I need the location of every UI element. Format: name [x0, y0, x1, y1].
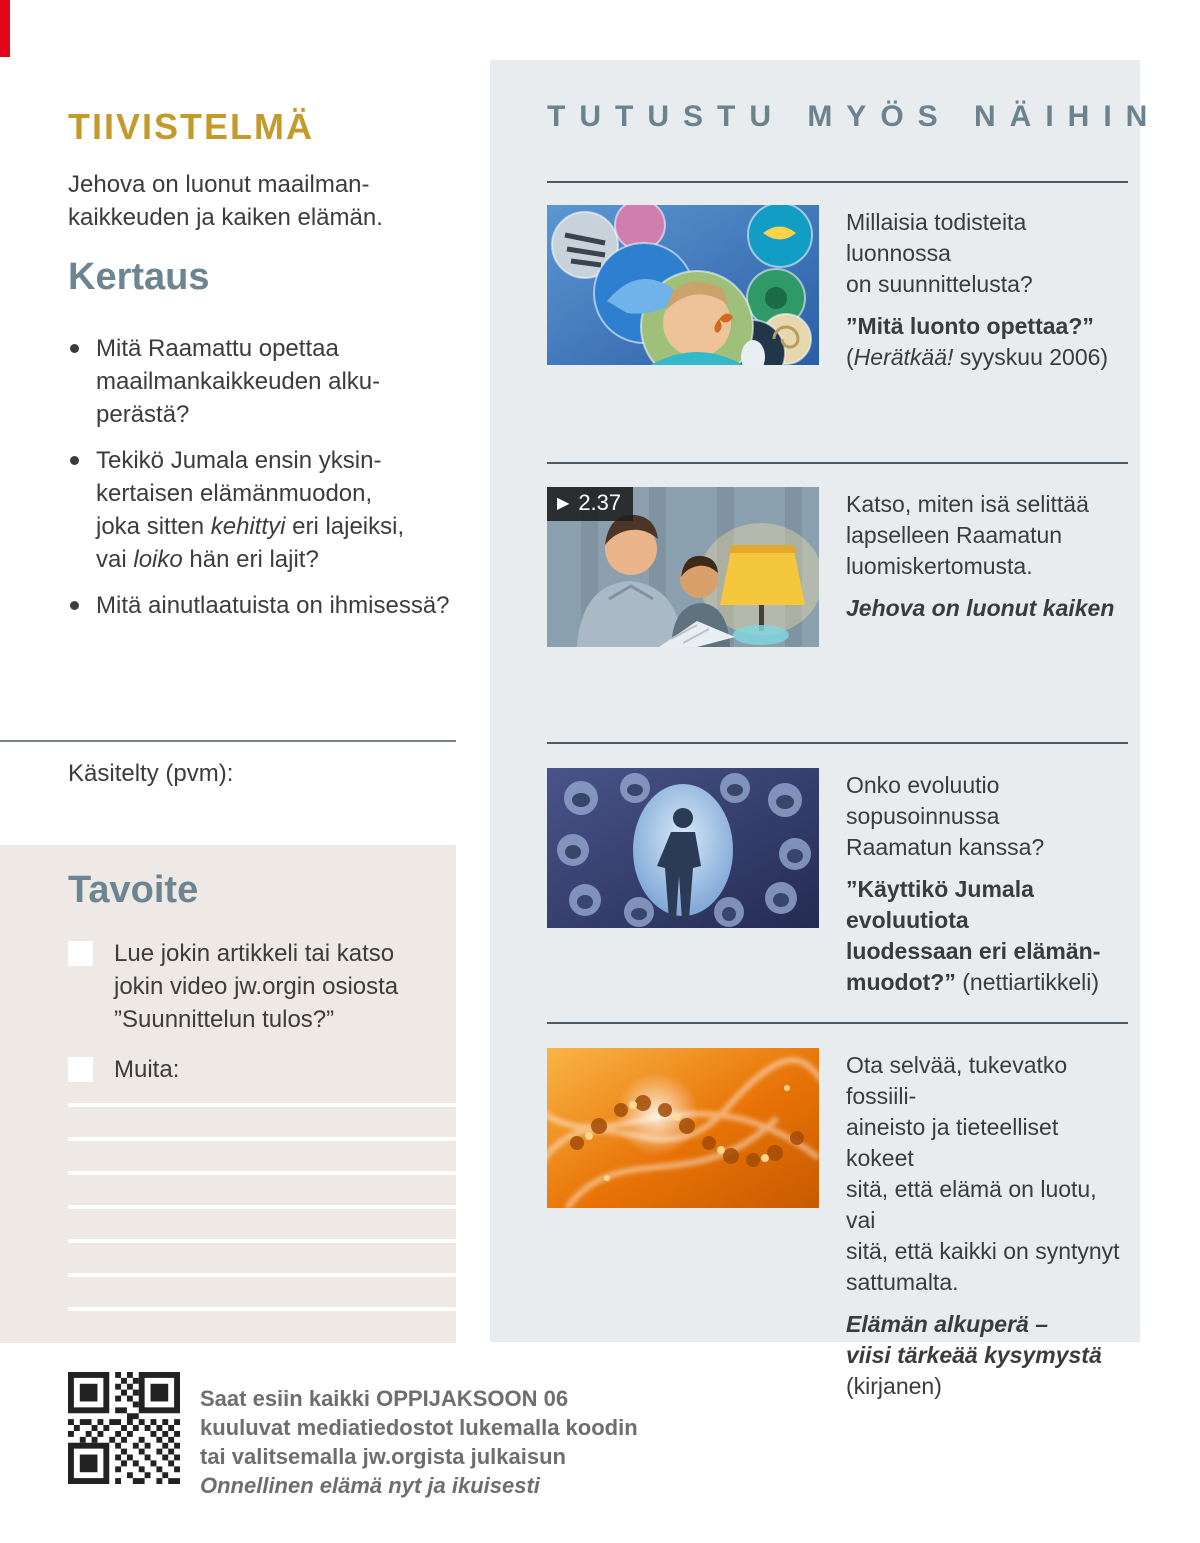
- see-also-item: [547, 1048, 1128, 1402]
- writing-line: [68, 1171, 456, 1175]
- see-also-reference: ”Mitä luonto opettaa?” (Herätkää! syyskuu 2006): [846, 313, 1109, 370]
- goal-box: [0, 845, 456, 1343]
- goal-checkbox[interactable]: [68, 1057, 93, 1082]
- review-title: Kertaus: [68, 256, 210, 298]
- video-duration-badge: [547, 487, 633, 521]
- see-also-title: TUTUSTU MYÖS NÄIHIN: [547, 100, 1162, 133]
- see-also-description: Ota selvää, tukevatko fossiili- aineisto ja tieteelliset kokeet sitä, että elämä on luotu, vai sitä, että kaikki on syntynyt sattumalta.: [846, 1052, 1120, 1295]
- goal-title: Tavoite: [68, 869, 199, 911]
- see-also-description: Millaisia todisteita luonnossa on suunnittelusta?: [846, 209, 1033, 297]
- divider-line: [547, 1022, 1128, 1024]
- writing-line: [68, 1239, 456, 1243]
- summary-title: TIIVISTELMÄ: [68, 106, 314, 147]
- goal-checkbox[interactable]: [68, 941, 93, 966]
- review-question: Mitä Raamattu opettaa maailmankaikkeuden alku- perästä?: [68, 332, 478, 431]
- covered-date-label: Käsitelty (pvm):: [68, 760, 234, 787]
- goal-item: [68, 1053, 438, 1086]
- video-thumbnail[interactable]: [547, 487, 819, 647]
- goal-item-label: Lue jokin artikkeli tai katso jokin video jw.orgin osiosta ”Suunnittelun tulos?”: [114, 940, 399, 1033]
- see-also-reference: Elämän alkuperä – viisi tärkeää kysymystä (kirjanen): [846, 1311, 1102, 1399]
- evolution-article-image[interactable]: [547, 768, 819, 928]
- see-also-description: Katso, miten isä selittää lapselleen Raamatun luomiskertomusta.: [846, 491, 1089, 579]
- see-also-text: [846, 487, 1128, 647]
- origin-of-life-image[interactable]: [547, 1048, 819, 1208]
- media-access-note: Saat esiin kaikki OPPIJAKSOON 06 kuuluvat mediatiedostot lukemalla koodin tai valitsemalla jw.orgista julkaisun Onnellinen elämä nyt ja ikuisesti: [200, 1386, 638, 1498]
- evolution-illustration: [547, 768, 819, 928]
- review-question: Mitä ainutlaatuista on ihmisessä?: [68, 589, 478, 622]
- review-question: Tekikö Jumala ensin yksin- kertaisen elämänmuodon, joka sitten kehittyi eri lajeiksi, vai loiko hän eri lajit?: [68, 444, 478, 576]
- nature-collage-image[interactable]: [547, 205, 819, 365]
- see-also-item: [547, 487, 1128, 647]
- see-also-reference: ”Käyttikö Jumala evoluutiota luodessaan eri elämän- muodot?” (nettiartikkeli): [846, 876, 1101, 995]
- divider-line: [547, 742, 1128, 744]
- see-also-panel: [490, 60, 1162, 1399]
- dna-illustration: [547, 1048, 819, 1208]
- lesson-marker-bar: [0, 0, 10, 57]
- see-also-text: [846, 1048, 1128, 1402]
- divider-line: [547, 462, 1128, 464]
- see-also-text: [846, 205, 1128, 373]
- see-also-description: Onko evoluutio sopusoinnussa Raamatun kanssa?: [846, 772, 1045, 860]
- writing-line: [68, 1137, 456, 1141]
- writing-line: [68, 1205, 456, 1209]
- nature-collage-illustration: [547, 205, 819, 365]
- qr-code: [68, 1372, 180, 1484]
- summary-text: Jehova on luonut maailman- kaikkeuden ja kaiken elämän.: [68, 171, 383, 231]
- play-icon: ▶: [557, 495, 570, 512]
- writing-line: [68, 1103, 456, 1107]
- video-duration: 2.37: [578, 490, 622, 515]
- divider-line: [0, 740, 456, 742]
- qr-code-graphic: [68, 1372, 180, 1484]
- see-also-item: [547, 768, 1128, 998]
- divider-line: [547, 181, 1128, 183]
- writing-line: [68, 1273, 456, 1277]
- see-also-reference: Jehova on luonut kaiken: [846, 595, 1115, 621]
- writing-line: [68, 1307, 456, 1311]
- review-question-list: [68, 332, 478, 635]
- goal-item: [68, 937, 438, 1036]
- goal-item-label: Muita:: [114, 1056, 180, 1083]
- see-also-item: [547, 205, 1128, 373]
- see-also-text: [846, 768, 1128, 998]
